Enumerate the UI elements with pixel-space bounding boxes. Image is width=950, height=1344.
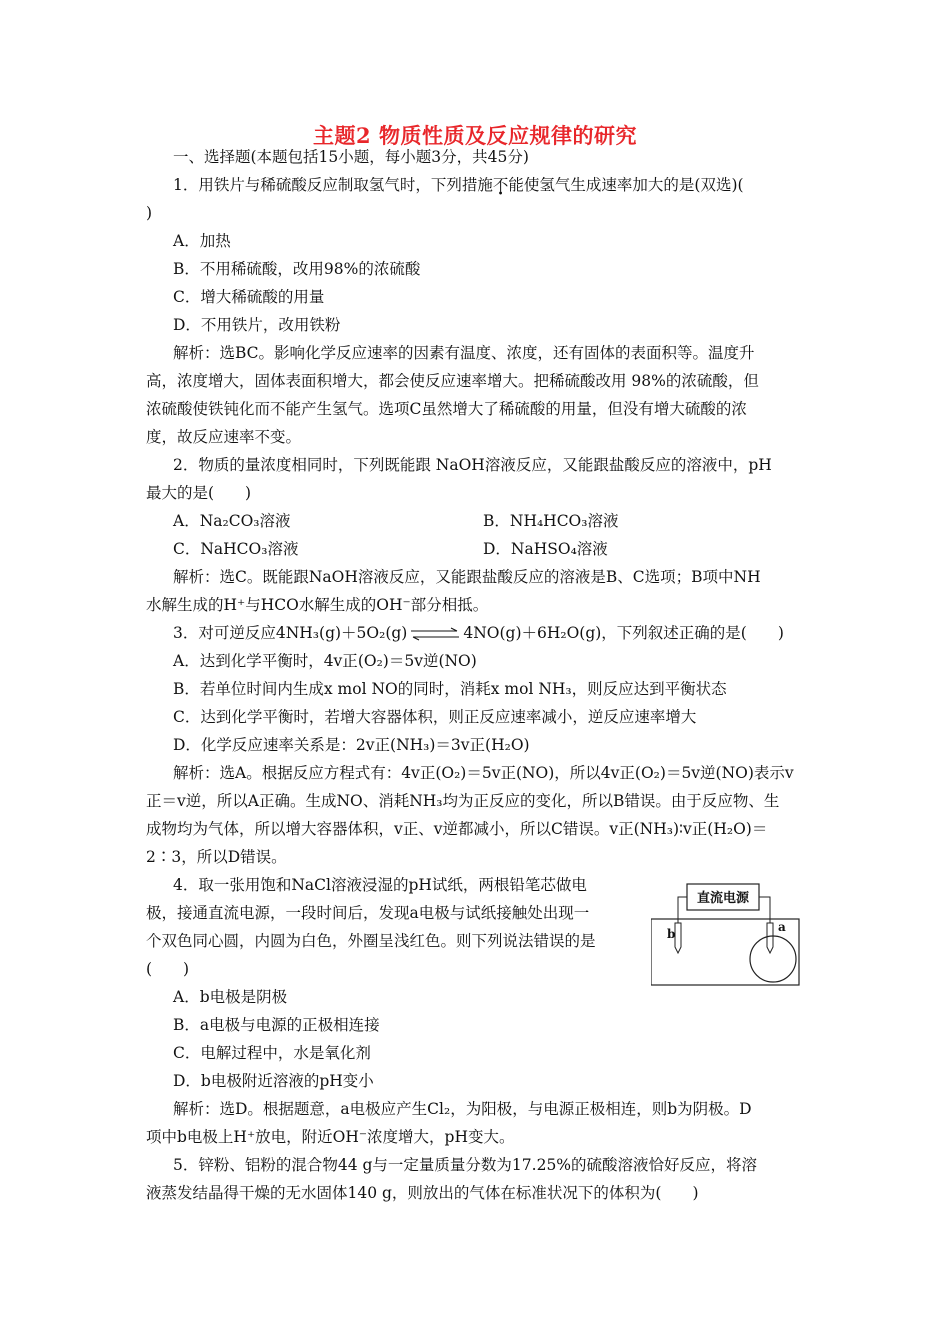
q1-answer-line1: 解析：选BC。影响化学反应速率的因素有温度、浓度，还有固体的表面积等。温度升 [173,344,755,362]
q1-answer-line2: 高，浓度增大，固体表面积增大，都会使反应速率增大。把稀硫酸改用 98%的浓硫酸，但 [146,372,759,390]
q2-stem-line1: 2．物质的量浓度相同时，下列既能跟 NaOH溶液反应，又能跟盐酸反应的溶液中，pH [173,456,772,474]
q2-stem-line2: 最大的是( ) [146,484,252,502]
q1-option-d: D．不用铁片，改用铁粉 [173,316,341,334]
electrode-b [675,923,681,953]
electrolysis-diagram [651,877,801,987]
q1-option-c: C．增大稀硫酸的用量 [173,288,325,306]
q2-option-c: C．NaHCO₃溶液 [173,540,299,558]
q5-stem-line1: 5．锌粉、铝粉的混合物44 g与一定量质量分数为17.25%的硫酸溶液恰好反应，将溶 [173,1156,758,1174]
q4-option-a: A．b电极是阴极 [173,988,288,1006]
q2-option-d: D．NaHSO₄溶液 [483,540,608,558]
q4-answer-line2: 项中b电极上H⁺放电，附近OH⁻浓度增大，pH变大。 [146,1128,515,1146]
q2-answer-line2: 水解生成的H⁺与HCO水解生成的OH⁻部分相抵。 [146,596,489,614]
q2-option-a: A．Na₂CO₃溶液 [173,512,291,530]
q1-stem-end: ) [146,204,153,222]
q4-option-d: D．b电极附近溶液的pH变小 [173,1072,374,1090]
q4-stem-line4: ( ) [146,960,190,978]
q3-stem-part2: 4NO(g)＋6H₂O(g)，下列叙述正确的是( ) [463,624,784,642]
q1-stem-part1: 1．用铁片与稀硫酸反应制取氢气时，下列措施 [173,176,493,194]
q1-answer-line4: 度，故反应速率不变。 [146,428,302,446]
q3-option-c: C．达到化学平衡时，若增大容器体积，则正反应速率减小，逆反应速率增大 [173,708,697,726]
label-a: a [778,920,786,934]
q4-option-b: B．a电极与电源的正极相连接 [173,1016,380,1034]
reversible-arrow-icon [409,627,461,641]
q3-option-a: A．达到化学平衡时，4v正(O₂)＝5v逆(NO) [173,652,477,670]
q1-option-b: B．不用稀硫酸，改用98%的浓硫酸 [173,260,421,278]
section-heading: 一、选择题(本题包括15小题，每小题3分，共45分) [173,148,529,166]
q3-answer-line1: 解析：选A。根据反应方程式有：4v正(O₂)＝5v正(NO)，所以4v正(O₂)＝5v逆(NO)表示v [173,764,794,782]
wire-b [678,897,687,925]
page-title: 主题2 物质性质及反应规律的研究 [313,123,637,148]
q3-answer-line2: 正＝v逆，所以A正确。生成NO、消耗NH₃均为正反应的变化，所以B错误。由于反应物、生 [146,792,780,810]
q3-option-b: B．若单位时间内生成x mol NO的同时，消耗x mol NH₃，则反应达到平衡状态 [173,680,727,698]
q3-answer-line3: 成物均为气体，所以增大容器体积，v正、v逆都减小，所以C错误。v正(NH₃)∶v正(H₂O)＝ [146,820,768,838]
q4-stem-line3: 个双色同心圆，内圆为白色，外圈呈浅红色。则下列说法错误的是 [146,932,596,950]
q1-answer-line3: 浓硫酸使铁钝化而不能产生氢气。选项C虽然增大了稀硫酸的用量，但没有增大硫酸的浓 [146,400,747,418]
q4-answer-line1: 解析：选D。根据题意，a电极应产生Cl₂，为阳极，与电源正极相连，则b为阴极。D [173,1100,752,1118]
q3-stem [173,623,784,643]
q4-option-c: C．电解过程中，水是氧化剂 [173,1044,371,1062]
q3-option-d: D．化学反应速率关系是：2v正(NH₃)＝3v正(H₂O) [173,736,530,754]
electrode-a [767,923,773,953]
wire-a [759,897,770,925]
q4-stem-line2: 极，接通直流电源，一段时间后，发现a电极与试纸接触处出现一 [146,904,590,922]
q1-emphasis: 不 [492,176,509,194]
q1-stem-part2: 能使氢气生成速率加大的是(双选)( [508,176,744,194]
q3-answer-line4: 2∶3，所以D错误。 [146,848,287,866]
power-supply-label: 直流电源 [696,891,750,906]
label-b: b [667,927,676,941]
q4-stem-line1: 4．取一张用饱和NaCl溶液浸湿的pH试纸，两根铅笔芯做电 [173,876,587,894]
q2-answer-line1: 解析：选C。既能跟NaOH溶液反应，又能跟盐酸反应的溶液是B、C选项；B项中NH [173,568,761,586]
q2-option-b: B．NH₄HCO₃溶液 [483,512,619,530]
q3-stem-part1: 3．对可逆反应4NH₃(g)＋5O₂(g) [173,624,408,642]
q1-option-a: A．加热 [173,232,231,250]
q1-stem [173,175,744,195]
q5-stem-line2: 液蒸发结晶得干燥的无水固体140 g，则放出的气体在标准状况下的体积为( ) [146,1184,699,1202]
